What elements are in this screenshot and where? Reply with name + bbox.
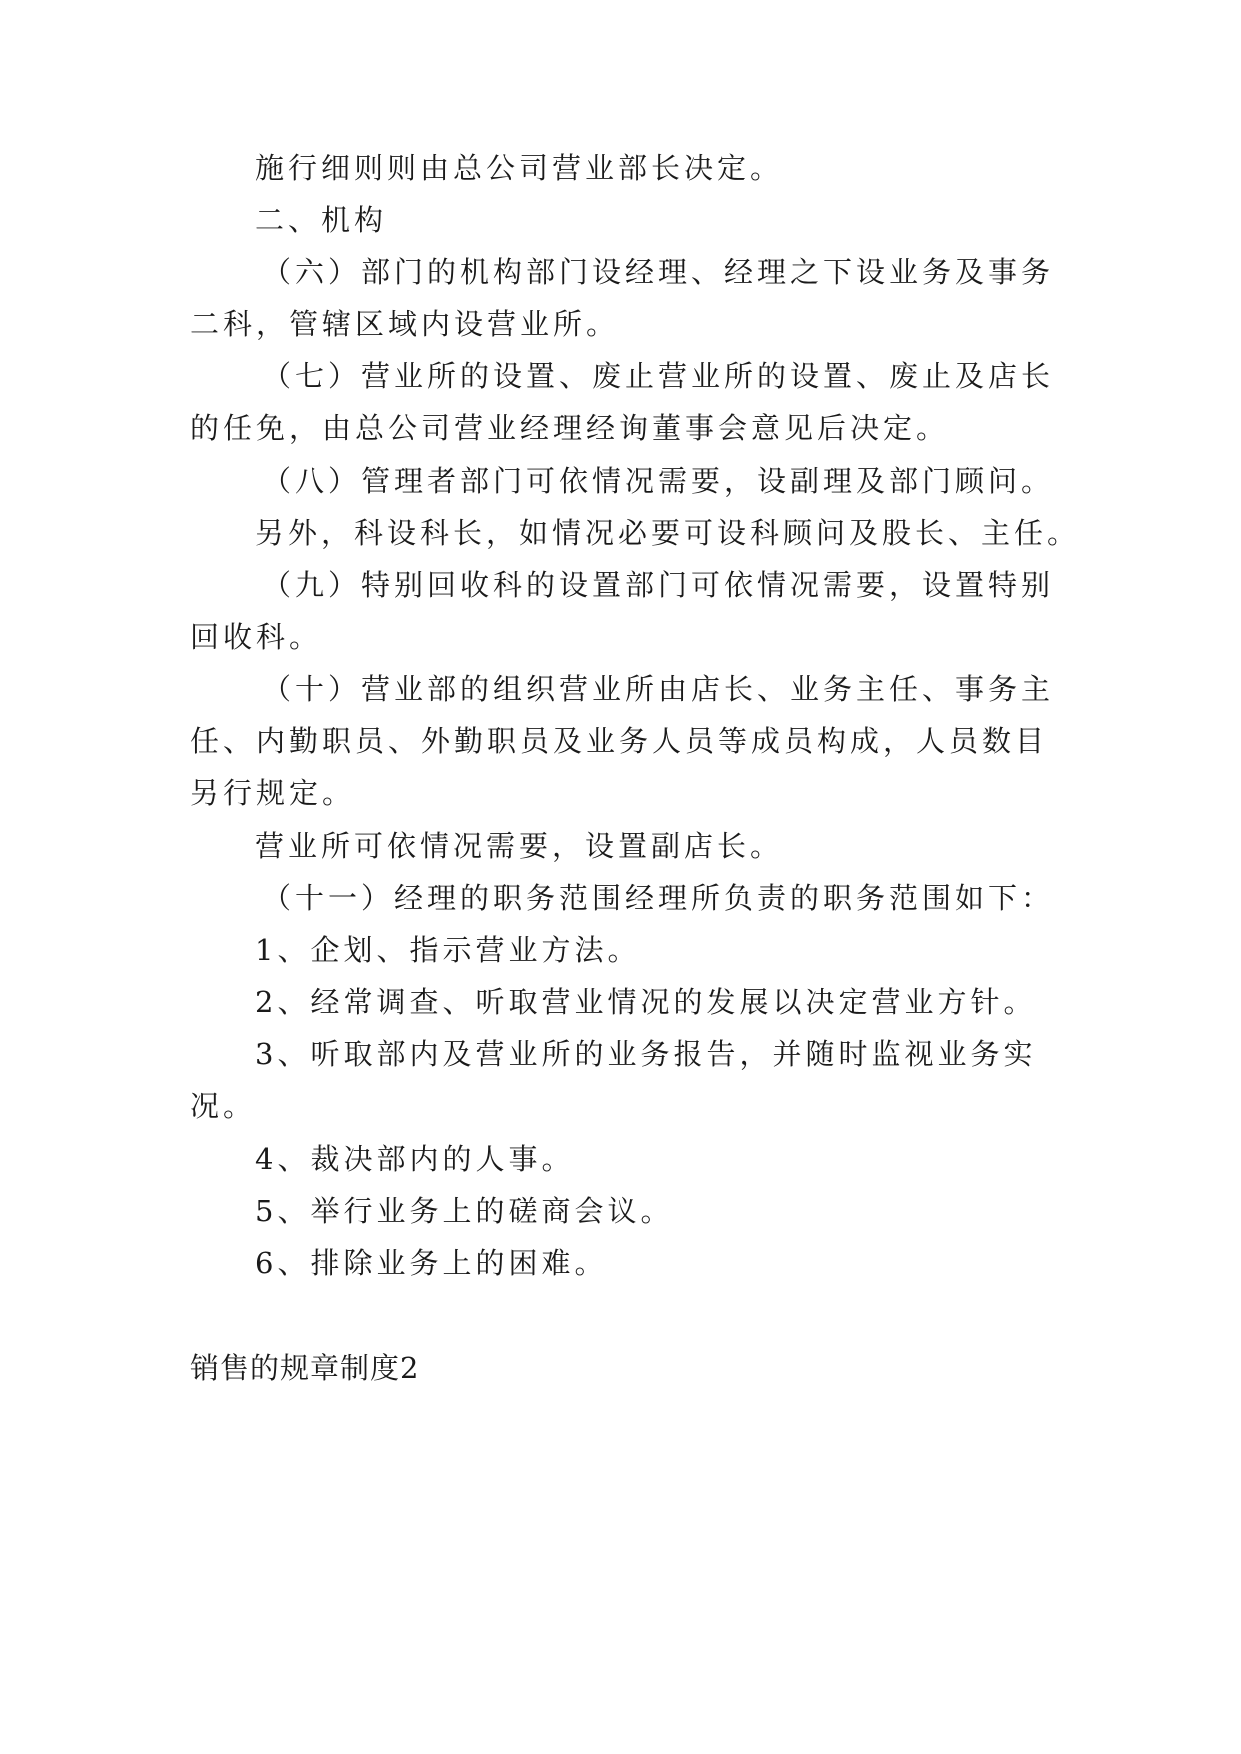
paragraph-line: （七）营业所的设置、废止营业所的设置、废止及店长 — [262, 359, 1055, 393]
paragraph-line: 二科，管辖区域内设营业所。 — [190, 307, 620, 341]
paragraph-line: （十一）经理的职务范围经理所负责的职务范围如下： — [262, 881, 1055, 915]
list-item: 3、听取部内及营业所的业务报告，并随时监视业务实 — [255, 1037, 1037, 1071]
paragraph-line: 任、内勤职员、外勤职员及业务人员等成员构成，人员数目 — [190, 724, 1049, 758]
paragraph-line: （九）特别回收科的设置部门可依情况需要，设置特别 — [262, 568, 1055, 602]
paragraph-line: 另外，科设科长，如情况必要可设科顾问及股长、主任。 — [255, 516, 1081, 550]
list-item: 6、排除业务上的困难。 — [255, 1246, 608, 1280]
paragraph-line: 的任免，由总公司营业经理经询董事会意见后决定。 — [190, 411, 950, 445]
paragraph-line: 另行规定。 — [190, 776, 356, 810]
paragraph-line: 营业所可依情况需要，设置副店长。 — [255, 829, 784, 863]
list-item: 1、企划、指示营业方法。 — [255, 933, 641, 967]
section-title: 二、机构 — [255, 203, 388, 237]
list-item: 2、经常调查、听取营业情况的发展以决定营业方针。 — [255, 985, 1037, 1019]
list-item: 5、举行业务上的磋商会议。 — [255, 1194, 674, 1228]
paragraph-line: （八）管理者部门可依情况需要，设副理及部门顾问。 — [262, 464, 1055, 498]
paragraph-line: 施行细则则由总公司营业部长决定。 — [255, 151, 784, 185]
list-item-continuation: 况。 — [190, 1089, 257, 1123]
list-item: 4、裁决部内的人事。 — [255, 1142, 575, 1176]
paragraph-line: 回收科。 — [190, 620, 323, 654]
paragraph-line: （六）部门的机构部门设经理、经理之下设业务及事务 — [262, 255, 1055, 289]
paragraph-line: （十）营业部的组织营业所由店长、业务主任、事务主 — [262, 672, 1055, 706]
section-heading: 销售的规章制度2 — [190, 1351, 420, 1385]
